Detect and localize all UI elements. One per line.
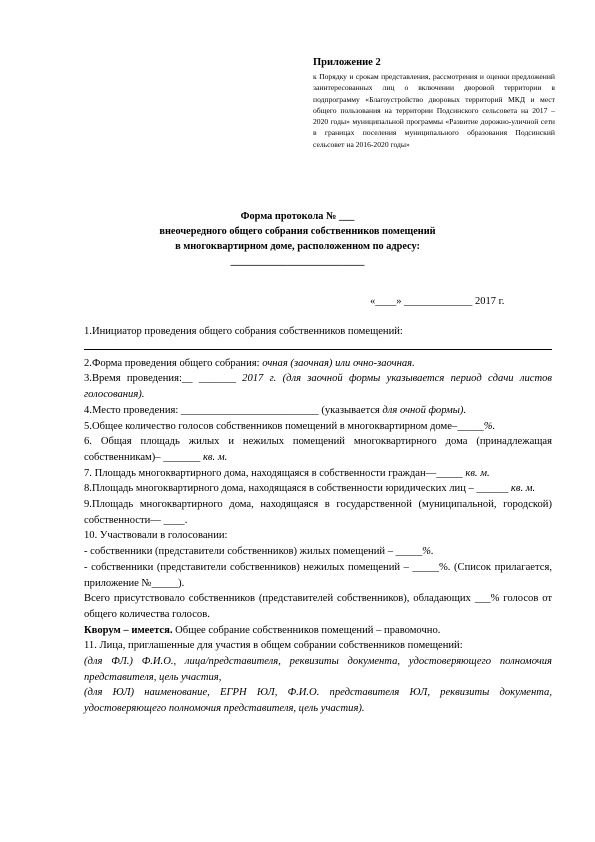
item-10-residential xyxy=(84,544,552,560)
appendix-title: Приложение 2 xyxy=(313,57,381,68)
form-title-address-blank: __________________________ xyxy=(230,256,365,267)
form-title xyxy=(120,209,475,269)
item-8-area-legal xyxy=(84,481,552,497)
item-1-initiator: 1.Инициатор проведения общего собрания собственников помещений: xyxy=(84,326,403,337)
item-10-residential-label: - собственники (представители собственников) жилых помещений – _____ xyxy=(84,546,423,558)
item-2-form xyxy=(84,356,552,372)
item-5-unit: %. xyxy=(483,420,496,432)
item-4-note: для очной формы). xyxy=(382,404,467,416)
item-8-unit: кв. м. xyxy=(510,483,536,495)
initiator-blank-line xyxy=(84,340,552,350)
item-11-invited: 11. Лица, приглашенные для участия в общем собрании собственников помещений: xyxy=(84,640,463,652)
item-3-value: __ _______ 2017 г. (для заочной формы указывается период сдачи листов голосования). xyxy=(84,373,553,401)
item-10-total-present: Всего присутствовало собственников (представителей собственников), обладающих ___% голосов от общего количества голосов. xyxy=(84,593,552,620)
item-9-area-state: 9.Площадь многоквартирного дома, находящаяся в государственной (муниципальной, городской) собственности— ____. xyxy=(84,499,552,526)
appendix-text: к Порядку и срокам представления, рассмотрения и оценки предложений заинтересованных лиц о включении дворовой территории в подпрограмму «Благоустройство дворовых территорий МКД и мест общего пользования на территории Подсинского сельсовета на 2017 – 2020 годы» муниципальной программы «Развитие дорожно-уличной сети в границах поселения муниципального образования Подсинский сельсовет на 2016-2020 годы» xyxy=(313,72,555,149)
protocol-body xyxy=(84,324,552,717)
item-6-area-total xyxy=(84,434,552,465)
item-8-label: 8.Площадь многоквартирного дома, находящаяся в собственности юридических лиц – ______ xyxy=(84,483,511,495)
item-4-label: 4.Место проведения: __________________________ (указывается xyxy=(84,404,383,416)
quorum-statement xyxy=(84,623,552,639)
item-7-label: 7. Площадь многоквартирного дома, находящаяся в собственности граждан—_____ xyxy=(84,467,466,479)
item-3-label: 3.Время проведения: xyxy=(84,373,182,385)
form-title-line-1: Форма протокола № ___ xyxy=(240,211,355,222)
item-10-residential-unit: %. xyxy=(422,546,434,558)
quorum-label: Кворум – имеется. xyxy=(84,624,173,636)
item-4-place xyxy=(84,403,552,419)
item-11-legal-note xyxy=(84,685,552,716)
item-6-unit: кв. м. xyxy=(202,451,228,463)
item-11-individual-text: (для ФЛ.) Ф.И.О., лица/представителя, реквизиты документа, удостоверяющего полномочия представителя, цель участия, xyxy=(84,656,552,683)
item-7-area-citizens xyxy=(84,466,552,482)
item-11-legal-text: (для ЮЛ) наименование, ЕГРН ЮЛ, Ф.И.О. представителя ЮЛ, реквизиты документа, удостоверяющего полномочия представителя, цель участия). xyxy=(84,687,552,715)
item-5-label: 5.Общее количество голосов собственников помещений в многоквартирном доме–_____ xyxy=(84,420,484,432)
item-2-value: очная (заочная) или очно-заочная. xyxy=(262,357,415,369)
protocol-date: «____» _____________ 2017 г. xyxy=(370,296,505,307)
item-3-time xyxy=(84,371,552,402)
form-title-line-3: в многоквартирном доме, расположенном по адресу: xyxy=(175,241,420,252)
quorum-text: Общее собрание собственников помещений – правомочно. xyxy=(172,624,441,636)
item-2-label: 2.Форма проведения общего собрания: xyxy=(84,357,263,369)
appendix-header xyxy=(313,57,555,150)
item-5-votes xyxy=(84,419,552,435)
item-10-participants: 10. Участвовали в голосовании: xyxy=(84,530,228,542)
item-6-label: 6. Общая площадь жилых и нежилых помещений многоквартирного дома (принадлежащая собственникам)– _______ xyxy=(84,436,552,463)
item-7-unit: кв. м. xyxy=(465,467,490,479)
item-11-individual-note xyxy=(84,654,552,685)
form-title-line-2: внеочередного общего собрания собственников помещений xyxy=(159,226,436,237)
item-10-nonresidential: - собственники (представители собственников) нежилых помещений – _____%. (Список прилагается, приложение №_____). xyxy=(84,561,552,589)
